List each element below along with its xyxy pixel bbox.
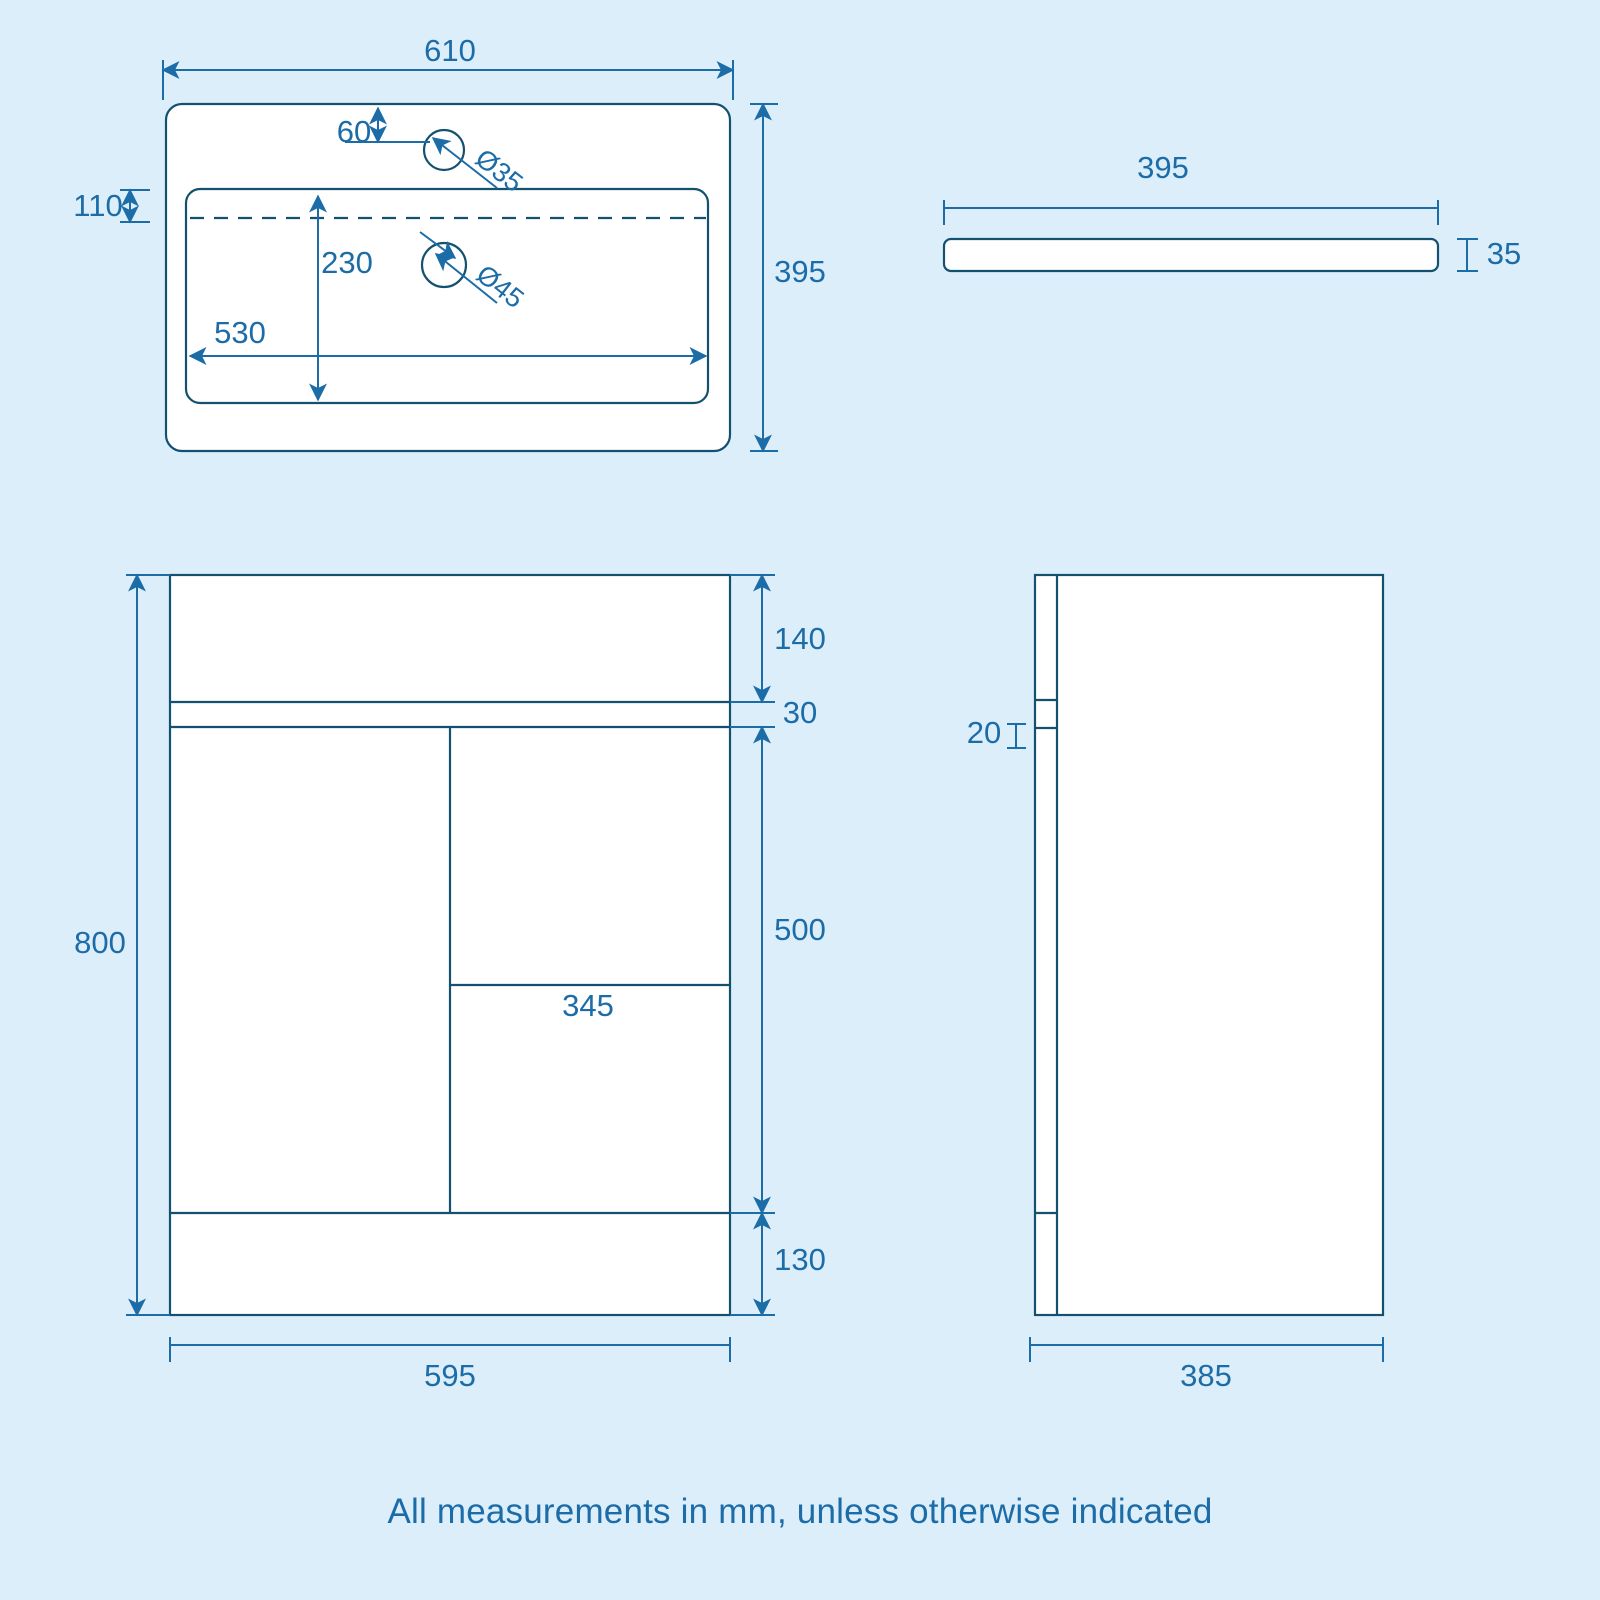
cabinet-side-outline: [1035, 575, 1383, 1315]
dim-345: 345: [562, 988, 614, 1024]
dim-610: 610: [424, 33, 476, 69]
cabinet-side-view: [1035, 575, 1383, 1315]
dim-385: 385: [1180, 1358, 1232, 1394]
dim-110: 110: [73, 188, 123, 224]
basin-top-view: [166, 104, 730, 451]
dim-230: 230: [321, 245, 373, 281]
measurement-note: All measurements in mm, unless otherwise indicated: [387, 1492, 1213, 1531]
dim-dia35: Ø35: [469, 142, 529, 199]
basin-outline: [166, 104, 730, 451]
dim-595: 595: [424, 1358, 476, 1394]
dim-30: 30: [782, 695, 818, 731]
basin-side-view: [944, 239, 1438, 271]
dim-dia45: Ø45: [470, 258, 530, 315]
dim-395-basin-depth: 395: [774, 254, 826, 290]
dim-60: 60: [336, 114, 372, 150]
dim-500: 500: [774, 912, 826, 948]
dim-140: 140: [774, 621, 826, 657]
cabinet-front-view: [170, 575, 730, 1315]
dim-530: 530: [214, 315, 266, 351]
dim-35: 35: [1486, 236, 1522, 272]
dim-130: 130: [774, 1242, 826, 1278]
dim-395-basin-side: 395: [1137, 150, 1189, 186]
basin-side-slab: [944, 239, 1438, 271]
dim-20: 20: [966, 715, 1002, 751]
dim-800: 800: [74, 925, 126, 961]
